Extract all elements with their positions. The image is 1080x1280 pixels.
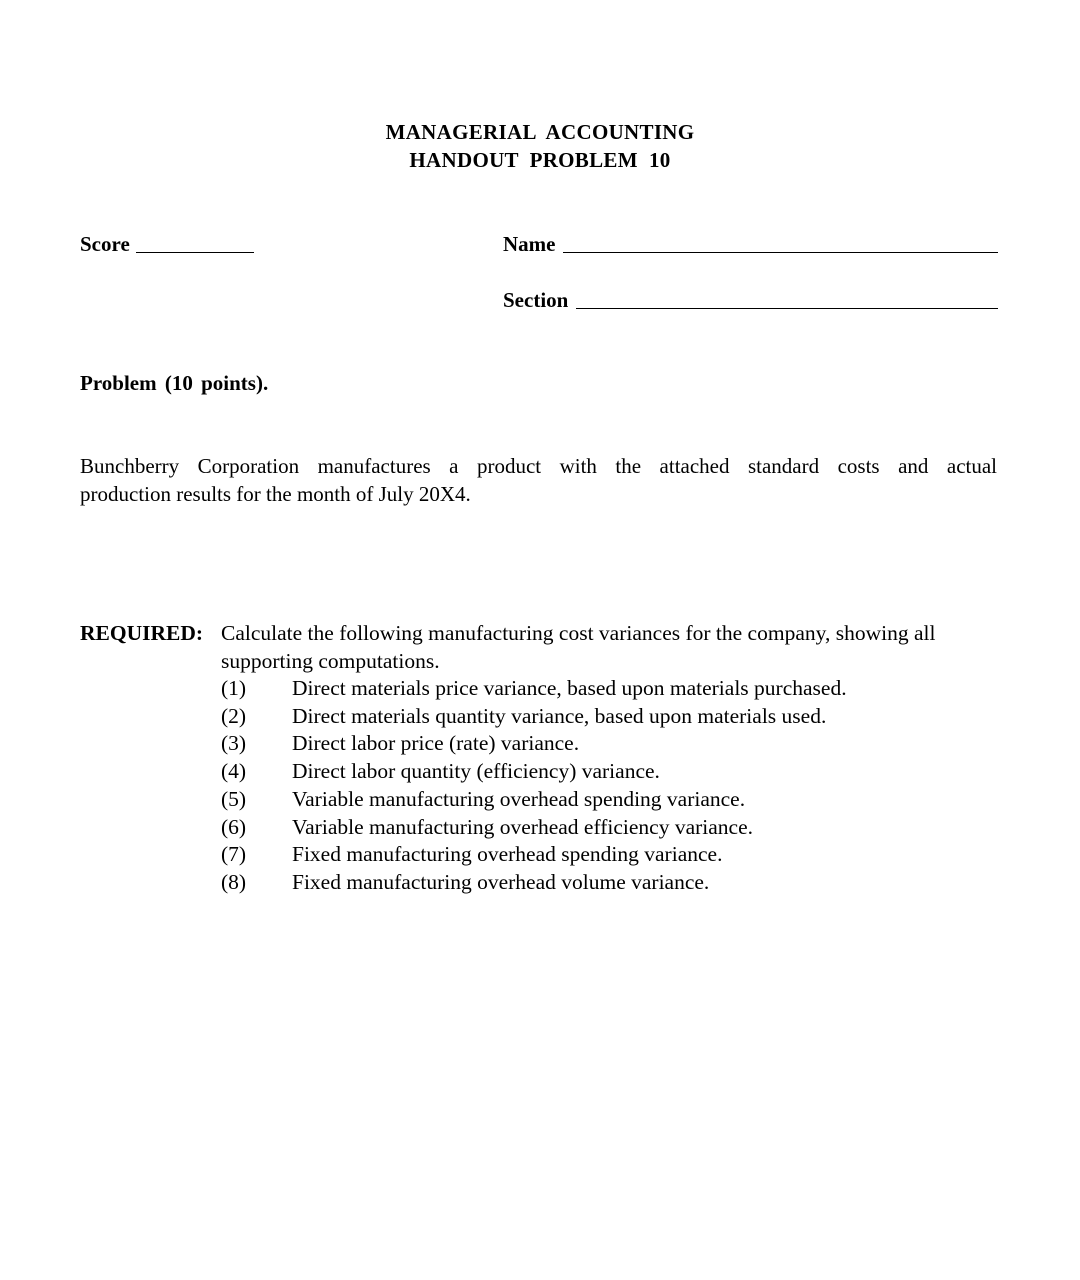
name-blank[interactable] <box>563 252 998 253</box>
list-item-text: Direct labor price (rate) variance. <box>292 731 580 756</box>
problem-intro <box>80 452 997 508</box>
list-item-text: Direct materials price variance, based upon materials purchased. <box>292 676 847 700</box>
list-item-text: Direct materials quantity variance, based upon materials used. <box>292 703 827 728</box>
list-item-text: Fixed manufacturing overhead spending variance. <box>292 842 723 867</box>
score-blank[interactable] <box>136 252 254 253</box>
list-item <box>221 869 1001 897</box>
section-blank[interactable] <box>576 308 998 309</box>
list-item <box>221 758 1001 786</box>
list-item-text: Variable manufacturing overhead spending variance. <box>292 786 746 811</box>
required-text: Calculate the following manufacturing cost variances for the company, showing all supporting computations. <box>221 621 936 673</box>
name-label: Name <box>503 232 556 256</box>
list-item-number: (5) <box>221 786 247 811</box>
required-label: REQUIRED: <box>80 621 204 645</box>
list-item-number: (2) <box>221 703 247 728</box>
list-item-number: (4) <box>221 759 247 784</box>
list-item-text: Variable manufacturing overhead efficiency variance. <box>292 814 754 839</box>
list-item-text: Fixed manufacturing overhead volume variance. <box>292 869 710 894</box>
problem-heading: Problem (10 points). <box>80 371 269 395</box>
list-item-text: Direct labor quantity (efficiency) variance. <box>292 759 660 784</box>
list-item <box>221 841 1001 869</box>
list-item-number: (7) <box>221 842 247 867</box>
list-item-number: (3) <box>221 731 247 756</box>
page-title-line1: MANAGERIAL ACCOUNTING <box>385 120 695 144</box>
list-item <box>221 786 1001 814</box>
problem-intro-line2: production results for the month of July 20X4. <box>80 482 471 506</box>
list-item <box>221 675 1001 703</box>
list-item-number: (8) <box>221 869 247 894</box>
list-item-number: (1) <box>221 676 247 700</box>
list-item <box>221 703 1001 731</box>
problem-intro-line1: Bunchberry Corporation manufactures a product with the attached standard costs and actual <box>80 454 997 478</box>
required-list <box>221 675 1001 897</box>
list-item <box>221 814 1001 842</box>
section-label: Section <box>503 288 569 312</box>
list-item-number: (6) <box>221 814 247 839</box>
page-title-line2: HANDOUT PROBLEM 10 <box>409 148 671 172</box>
score-label: Score <box>80 232 130 256</box>
list-item <box>221 730 1001 758</box>
